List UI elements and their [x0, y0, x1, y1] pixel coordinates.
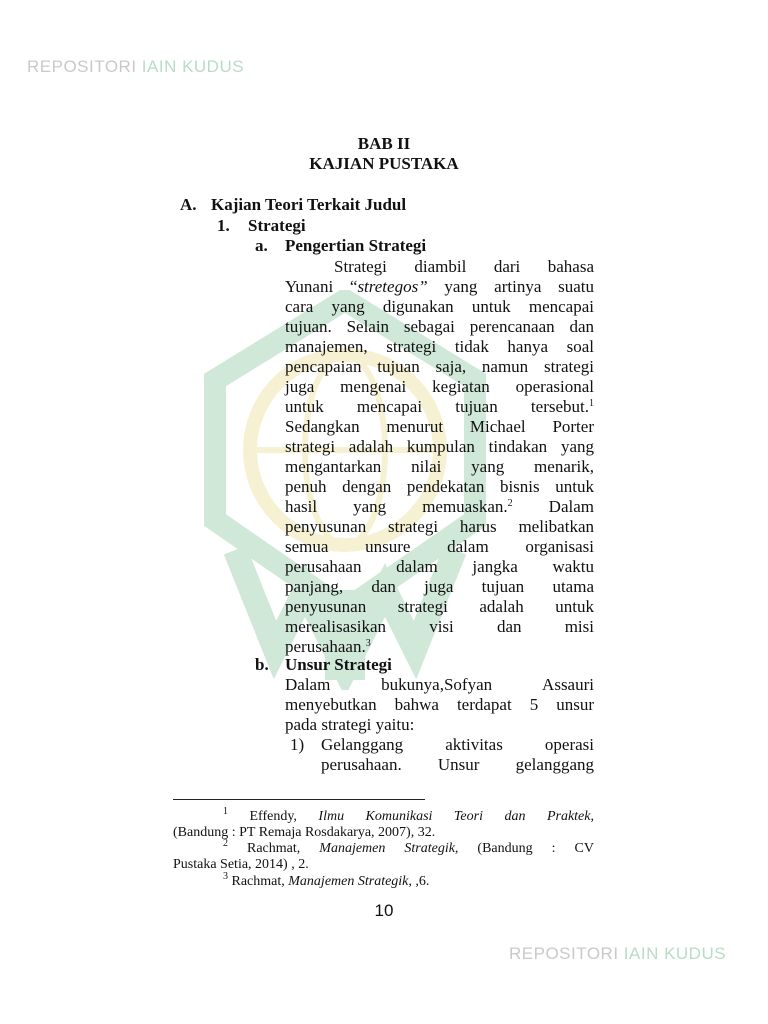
sub-a-title: Pengertian Strategi	[285, 236, 427, 255]
watermark-iain-kudus: IAIN KUDUS	[141, 57, 245, 76]
paragraph-line: penyusunan strategi harus melibatkan	[285, 517, 594, 536]
paragraph-line: penuh dengan pendekatan bisnis untuk	[285, 477, 594, 496]
list-item-line: perusahaan. Unsur gelanggang	[321, 755, 594, 774]
footnote-1: $^1$ Effendy, Ilmu Komunikasi Teori dan Praktek,	[223, 806, 594, 824]
watermark-iain-kudus: IAIN KUDUS	[623, 944, 727, 963]
paragraph-line: perusahaan.$^3$	[285, 637, 371, 656]
sub-b-title: Unsur Strategi	[285, 655, 392, 674]
paragraph-line: merealisasikan visi dan misi	[285, 617, 594, 636]
paragraph-line: tujuan. Selain sebagai perencanaan dan	[285, 317, 594, 336]
section-a-title: Kajian Teori Terkait Judul	[211, 195, 407, 214]
paragraph-line: juga mengenai kegiatan operasional	[285, 377, 594, 396]
watermark-repositori: REPOSITORI	[509, 944, 619, 963]
footnote-2-continuation: Pustaka Setia, 2014) , 2.	[173, 857, 309, 872]
paragraph-line: pada strategi yaitu:	[285, 715, 415, 734]
paragraph-line: mengantarkan nilai yang menarik,	[285, 457, 594, 476]
footnote-separator	[173, 799, 425, 800]
footnote-1-continuation: (Bandung : PT Remaja Rosdakarya, 2007), 32.	[173, 825, 436, 840]
paragraph-line: perusahaan dalam jangka waktu	[285, 557, 594, 576]
paragraph-line: manajemen, strategi tidak hanya soal	[285, 337, 594, 356]
paragraph-line: untuk mencapai tujuan tersebut.$^1$	[285, 397, 594, 416]
sub-b-marker: b.	[255, 655, 269, 674]
paragraph-line: semua unsure dalam organisasi	[285, 537, 594, 556]
watermark-bottom	[509, 944, 726, 964]
footnote-ref: 3	[365, 638, 371, 649]
paragraph-line: hasil yang memuaskan.$^2$ Dalam	[285, 497, 594, 516]
sub-a-marker: a.	[255, 236, 268, 255]
subsection-1-marker: 1.	[217, 216, 230, 235]
italic-term: stretegos”	[357, 277, 428, 296]
footnote-2: $^2$ Rachmat, Manajemen Strategik, (Bandung : CV	[223, 838, 594, 856]
paragraph-line: Yunani “stretegos” yang artinya suatu	[285, 277, 594, 296]
paragraph-line: cara yang digunakan untuk mencapai	[285, 297, 594, 316]
watermark-repositori: REPOSITORI	[27, 57, 137, 76]
footnote-3: $^3$ Rachmat, Manajemen Strategik, ,6.	[223, 871, 430, 889]
paragraph-line: Dalam bukunya,Sofyan Assauri	[285, 675, 594, 694]
paragraph-line: menyebutkan bahwa terdapat 5 unsur	[285, 695, 594, 714]
paragraph-line: pencapaian tujuan saja, namun strategi	[285, 357, 594, 376]
page-number: 10	[374, 901, 394, 920]
subsection-1-title: Strategi	[248, 216, 306, 235]
paragraph-line: penyusunan strategi adalah untuk	[285, 597, 594, 616]
list-item-line: Gelanggang aktivitas operasi	[321, 735, 594, 754]
chapter-number: BAB II	[357, 134, 411, 153]
paragraph-line: panjang, dan juga tujuan utama	[285, 577, 594, 596]
watermark-top	[27, 57, 244, 77]
paragraph-line: Strategi diambil dari bahasa	[334, 257, 594, 276]
section-a-marker: A.	[180, 195, 197, 214]
chapter-title: KAJIAN PUSTAKA	[309, 154, 459, 173]
footnote-ref: 1	[589, 398, 594, 409]
paragraph-line: Sedangkan menurut Michael Porter	[285, 417, 594, 436]
footnote-ref: 2	[507, 498, 513, 509]
list-item-marker: 1)	[290, 735, 305, 754]
paragraph-line: strategi adalah kumpulan tindakan yang	[285, 437, 594, 456]
